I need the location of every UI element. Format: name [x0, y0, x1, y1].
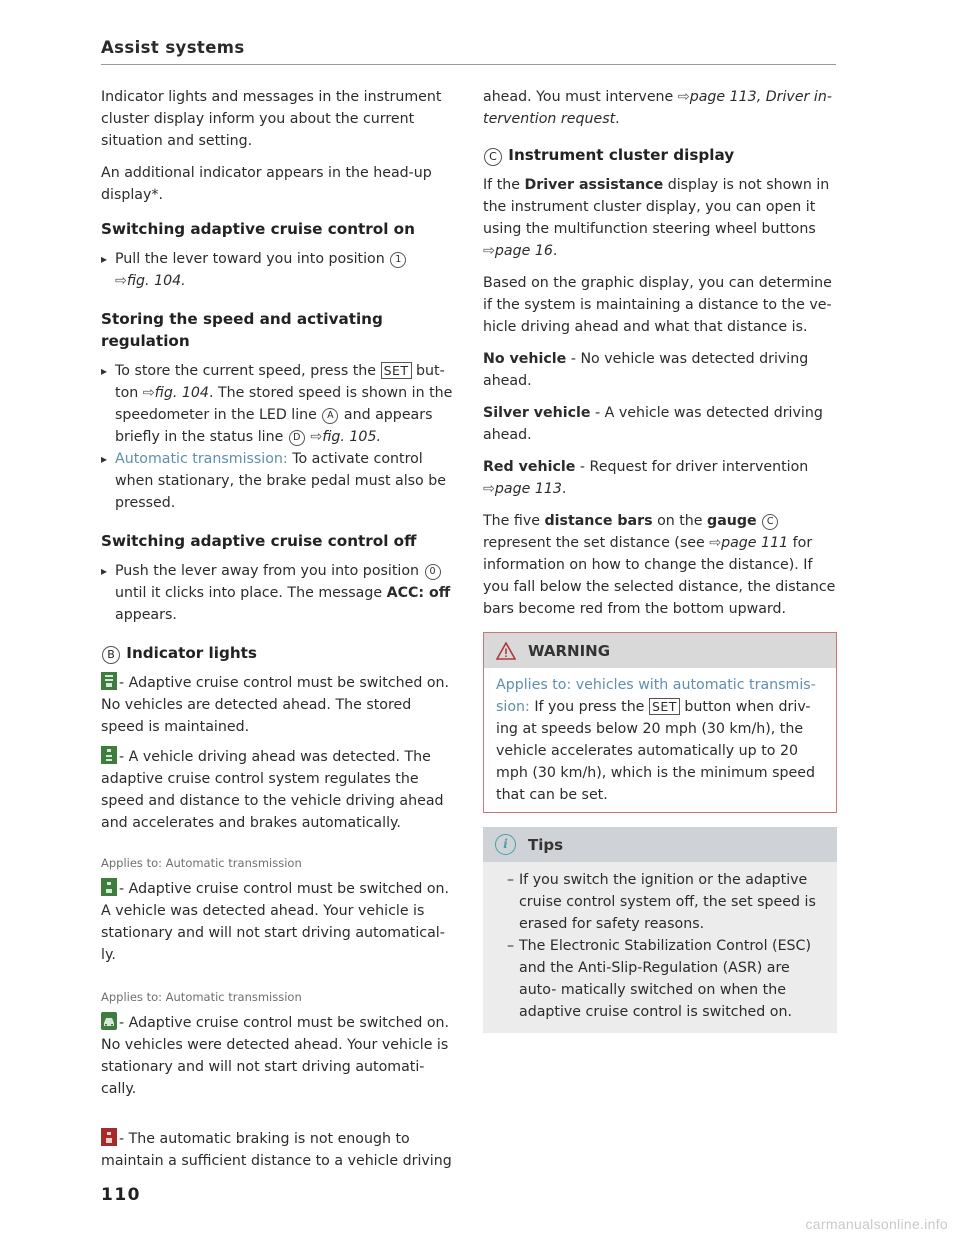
set-key: SET	[649, 698, 680, 715]
tip-item: – If you switch the ignition or the adaptive cruise control system off, the set speed is erased for safety reasons.	[495, 869, 825, 935]
tips-box	[483, 827, 837, 1033]
page-113-link[interactable]	[483, 481, 562, 497]
indicator-item	[101, 1012, 455, 1100]
graphic-display-paragraph: Based on the graphic display, you can determine if the system is maintaining a distance to the ve- hicle driving ahead and what that distance is.	[483, 275, 832, 335]
watermark: carmanualsonline.info	[805, 1216, 948, 1232]
car-brake-red-icon	[101, 1128, 117, 1146]
store-step-text-b: but- ton	[115, 363, 445, 401]
driver-assistance-label: Driver assistance	[524, 177, 664, 193]
position-1-marker: 1	[390, 252, 406, 268]
warning-header	[484, 633, 836, 668]
distance-text-a: The five	[483, 513, 540, 529]
auto-transmission-step	[101, 448, 455, 514]
page-111-link[interactable]	[709, 535, 788, 551]
distance-bars-paragraph	[483, 510, 837, 620]
red-vehicle-label: Red vehicle	[483, 459, 576, 475]
page-number: 110	[101, 1185, 141, 1205]
warning-text-a: If you press the	[534, 699, 645, 715]
intro-paragraph: Indicator lights and messages in the instrument cluster display inform you about the current situation and setting.	[101, 89, 442, 149]
cluster-text-b: display is not shown in the instrument cluster display, you can open it using the multifunction steering wheel buttons	[483, 177, 830, 237]
tips-body	[483, 862, 837, 1033]
distance-text-c: represent the set distance (see	[483, 535, 705, 551]
hud-paragraph: An additional indicator appears in the head-up display*.	[101, 165, 432, 203]
switch-on-text: Pull the lever toward you into position	[115, 251, 385, 267]
marker-c-inline: C	[762, 514, 778, 530]
auto-transmission-label: Automatic transmission:	[115, 451, 288, 467]
cluster-paragraph	[483, 174, 837, 262]
continuation-end: .	[615, 111, 620, 127]
right-column	[483, 86, 837, 1033]
marker-c: C	[484, 148, 502, 166]
cluster-text-end: .	[552, 243, 558, 259]
tips-header	[483, 827, 837, 862]
car-ahead-green-icon	[101, 746, 117, 764]
tip-item: – The Electronic Stabilization Control (ESC) and the Anti-Slip-Regulation (ASR) are auto- matically switched on when the adaptive cruise control is switched on.	[495, 935, 825, 1023]
indicator-item	[101, 672, 455, 738]
set-key: SET	[381, 362, 412, 379]
red-vehicle-paragraph	[483, 456, 837, 500]
acc-off-message: ACC: off	[386, 585, 451, 601]
store-step-text-c: . The stored speed is shown in the speedometer in the LED line	[115, 385, 453, 423]
left-column	[101, 86, 455, 1180]
fig-105-link-text: fig. 105	[322, 429, 377, 445]
indicator-1-text: - Adaptive cruise control must be switched on. No vehicles are detected ahead. The stored speed is maintained.	[101, 675, 450, 735]
switch-off-text-c: appears.	[115, 607, 177, 623]
ref-arrow-icon: ⇨	[709, 535, 722, 551]
ref-arrow-icon: ⇨	[483, 243, 495, 259]
fig-105-link[interactable]: ⇨fig. 105.	[310, 429, 382, 445]
switch-off-step	[101, 560, 455, 626]
heading-indicator-lights	[101, 642, 455, 664]
fig-104-link-text: fig. 104	[126, 273, 182, 289]
red-vehicle-text: - Request for driver intervention	[579, 459, 809, 475]
store-step-text-d: and appears briefly in the status line	[115, 407, 433, 445]
marker-b: B	[102, 646, 120, 664]
ref-arrow-icon: ⇨	[310, 429, 323, 445]
marker-d: D	[289, 430, 305, 446]
no-vehicle-paragraph	[483, 348, 837, 392]
car-stationary-green-icon	[101, 878, 117, 896]
indicator-3-text: - Adaptive cruise control must be switched on. A vehicle was detected ahead. Your vehicle is stationary and will not start driving automatical- ly.	[101, 881, 450, 963]
warning-applies-label: Applies to: vehicles with automatic transmis- sion:	[496, 677, 816, 715]
ref-arrow-icon: ⇨	[483, 481, 495, 497]
header-divider	[101, 64, 836, 65]
indicator-5-text: - The automatic braking is not enough to maintain a sufficient distance to a vehicle driving	[101, 1131, 452, 1169]
distance-bars-label: distance bars	[544, 513, 653, 529]
ref-arrow-icon: ⇨	[142, 385, 155, 401]
continuation-paragraph	[483, 86, 837, 130]
heading-instrument-cluster	[483, 144, 837, 166]
distance-text-b: on the	[657, 513, 703, 529]
fig-104-link[interactable]: ⇨fig. 104.	[115, 273, 186, 289]
car-gauge-green-icon	[101, 672, 117, 690]
no-vehicle-label: No vehicle	[483, 351, 567, 367]
silver-vehicle-label: Silver vehicle	[483, 405, 591, 421]
indicator-item	[101, 1128, 455, 1172]
warning-title: WARNING	[528, 641, 611, 660]
no-vehicle-text: - No vehicle was detected driving ahead.	[483, 351, 809, 389]
switch-off-text-a: Push the lever away from you into position	[115, 563, 420, 579]
section-title: Assist systems	[101, 38, 245, 57]
indicator-item	[101, 878, 455, 966]
store-step-text-a: To store the current speed, press the	[115, 363, 377, 379]
continuation-text: ahead. You must intervene	[483, 89, 674, 105]
page-113-link-text: page 113	[494, 481, 562, 497]
applies-to-note: Applies to: Automatic transmission	[101, 990, 302, 1004]
store-speed-step	[101, 360, 455, 448]
switch-off-text-b: until it clicks into place. The message	[115, 585, 383, 601]
heading-indicator-text: Indicator lights	[126, 644, 257, 662]
warning-body	[484, 668, 836, 812]
indicator-item	[101, 746, 455, 834]
ref-arrow-icon: ⇨	[677, 89, 690, 105]
switch-on-step	[101, 248, 455, 292]
warning-box	[483, 632, 837, 813]
ref-arrow-icon: ⇨	[115, 273, 127, 289]
info-icon: i	[495, 834, 516, 855]
fig-104-link[interactable]	[143, 385, 209, 401]
distance-text-d: for information on how to change the distance). If you fall below the selected distance, the distance bars become red from the bottom upward.	[483, 535, 836, 617]
gauge-label: gauge	[707, 513, 757, 529]
page-16-link-text: page 16	[494, 243, 553, 259]
red-vehicle-end: .	[561, 481, 567, 497]
indicator-2-text: - A vehicle driving ahead was detected. The adaptive cruise control system regulates the speed and distance to the vehicle driving ahead and accelerates and brakes automatically.	[101, 749, 444, 831]
heading-cluster-text: Instrument cluster display	[508, 146, 735, 164]
position-0-marker: 0	[425, 564, 441, 580]
cluster-text-a: If the	[483, 177, 520, 193]
silver-vehicle-paragraph	[483, 402, 837, 446]
heading-switch-off: Switching adaptive cruise control off	[101, 532, 417, 550]
heading-switch-on: Switching adaptive cruise control on	[101, 220, 415, 238]
page-111-link-text: page 111	[721, 535, 789, 551]
heading-store-speed: Storing the speed and activating regulation	[101, 310, 383, 350]
marker-a: A	[322, 408, 338, 424]
warning-text-b: button when driv- ing at speeds below 20 mph (30 km/h), the vehicle accelerates automatically up to 20 mph (30 km/h), which is the minimum speed that can be set.	[496, 699, 815, 803]
page-16-link[interactable]	[483, 243, 553, 259]
car-front-green-icon	[101, 1012, 117, 1030]
silver-vehicle-text: - A vehicle was detected driving ahead.	[483, 405, 823, 443]
driver-intervention-link-text: page 113, Driver in- tervention request	[483, 89, 832, 127]
indicator-4-text: - Adaptive cruise control must be switched on. No vehicles were detected ahead. Your vehicle is stationary and will not start driving automati- cally.	[101, 1015, 450, 1097]
auto-transmission-text: To activate control when stationary, the brake pedal must also be pressed.	[115, 451, 446, 511]
tips-title: Tips	[528, 835, 564, 854]
fig-104-link-text: fig. 104	[154, 385, 209, 401]
warning-triangle-icon	[496, 642, 516, 660]
applies-to-note: Applies to: Automatic transmission	[101, 856, 302, 870]
